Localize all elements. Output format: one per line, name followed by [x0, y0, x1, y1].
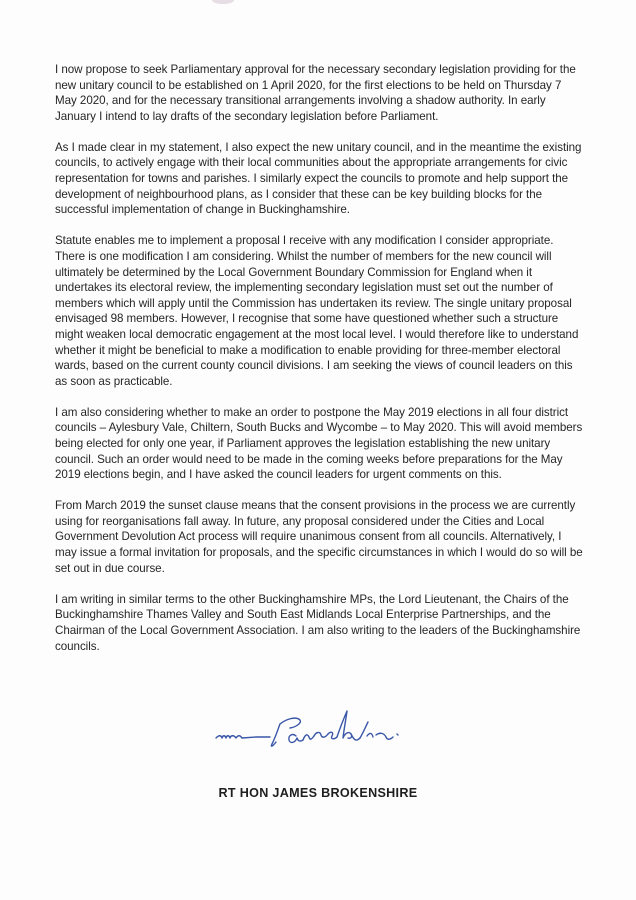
paragraph-correspondence: I am writing in similar terms to the other Buckinghamshire MPs, the Lord Lieutenant, the Chairs of the Buckinghamshire Thames Valley and South East Midlands Local Enterprise Partnerships, and the Chairman of the Local Government Association. I am also writing to the leaders of the Buckinghamshire councils. [55, 592, 581, 653]
letter-body [55, 62, 585, 670]
paragraph-legislation: I now propose to seek Parliamentary approval for the necessary secondary legislation providing for the new unitary council to be established on 1 April 2020, for the first elections to be held on Thursday 7 May 2020, and for the necessary transitional arrangements involving a shadow authority. In early January I intend to lay drafts of the secondary legislation before Parliament. [55, 63, 576, 123]
signatory-name: RT HON JAMES BROKENSHIRE [218, 786, 418, 800]
paragraph-modification: Statute enables me to implement a proposal I receive with any modification I consider appropriate. There is one modification I am considering. Whilst the number of members for the new council will ultimately be determined by the Local Government Boundary Commission for England when it undertakes its electoral review, the implementing secondary legislation must set out the number of members which will apply until the Commission has undertaken its review. The single unitary proposal envisaged 98 members. However, I recognise that some have questioned whether such a structure might weaken local democratic engagement at the most local level. I would therefore like to understand whether it might be beneficial to make a modification to enable providing for three-member electoral wards, based on the current county council divisions. I am seeking the views of council leaders on this as soon as practicable. [55, 234, 579, 388]
paragraph-civic-representation: As I made clear in my statement, I also expect the new unitary council, and in the meantime the existing councils, to actively engage with their local communities about the appropriate arrangements for civic representation for towns and parishes. I similarly expect the councils to promote and help support the development of neighbourhood plans, as I consider that these can be key building blocks for the successful implementation of change in Buckinghamshire. [55, 140, 582, 217]
scan-mark [212, 0, 234, 4]
paragraph-sunset-clause: From March 2019 the sunset clause means that the consent provisions in the process we are currently using for reorganisations fall away. In future, any proposal considered under the Cities and Local Government Devolution Act process will require unanimous consent from all councils. Alternatively, I may issue a formal invitation for proposals, and the specific circumstances in which I would do so will be set out in due course. [55, 499, 583, 575]
paragraph-election-postponement: I am also considering whether to make an order to postpone the May 2019 elections in all four district councils – Aylesbury Vale, Chiltern, South Bucks and Wycombe – to May 2020. This will avoid members being elected for only one year, if Parliament approves the legislation establishing the new unitary council. Such an order would need to be made in the coming weeks before preparations for the May 2019 elections begin, and I have asked the council leaders for urgent comments on this. [55, 405, 583, 482]
handwritten-signature [210, 702, 420, 758]
